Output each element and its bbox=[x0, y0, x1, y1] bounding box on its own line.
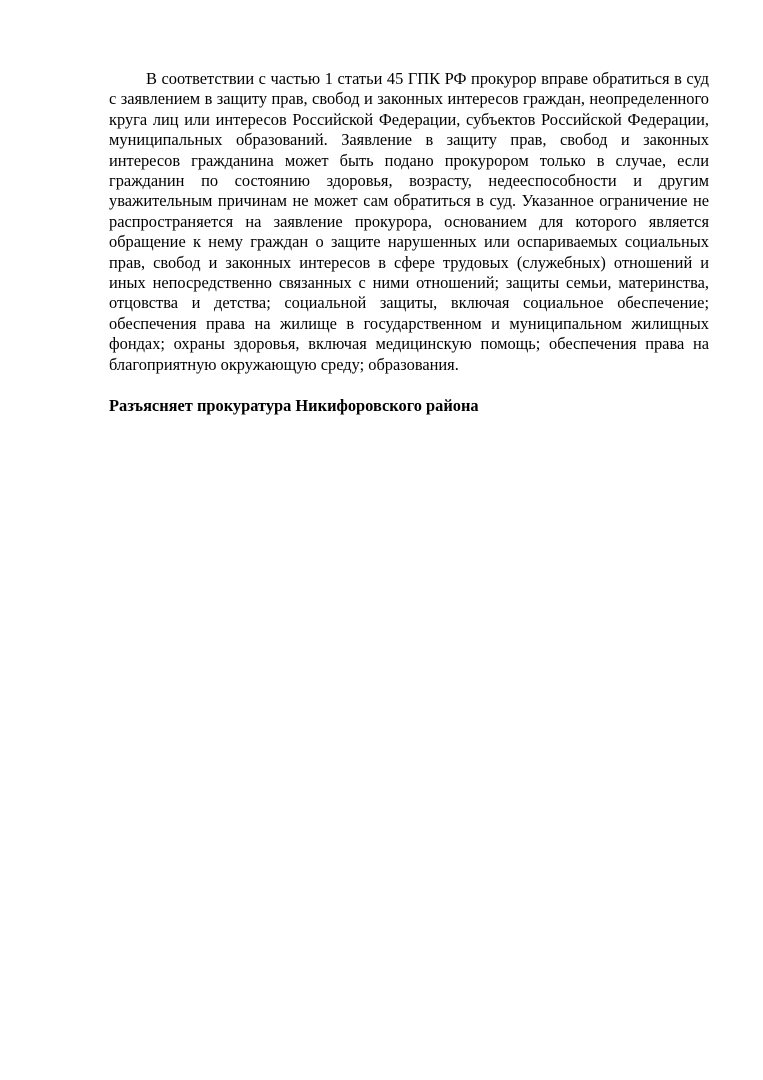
document-body bbox=[109, 69, 709, 417]
signature-line: Разъясняет прокуратура Никифоровского района bbox=[109, 396, 479, 416]
main-paragraph: В соответствии с частью 1 статьи 45 ГПК РФ прокурор вправе обратиться в суд с заявлением в защиту прав, свобод и законных интересов граждан, неопределенного круга лиц или интересов Российской Федерации, субъектов Российской Федерации, муниципальных образований. Заявление в защиту прав, свобод и законных интересов гражданина может быть подано прокурором только в случае, если гражданин по состоянию здоровья, возрасту, недееспособности и другим уважительным причинам не может сам обратиться в суд. Указанное ограничение не распространяется на заявление прокурора, основанием для которого является обращение к нему граждан о защите нарушенных или оспариваемых социальных прав, свобод и законных интересов в сфере трудовых (служебных) отношений и иных непосредственно связанных с ними отношений; защиты семьи, материнства, отцовства и детства; социальной защиты, включая социальное обеспечение; обеспечения права на жилище в государственном и муниципальном жилищных фондах; охраны здоровья, включая медицинскую помощь; обеспечения права на благоприятную окружающую среду; образования. bbox=[109, 69, 709, 374]
